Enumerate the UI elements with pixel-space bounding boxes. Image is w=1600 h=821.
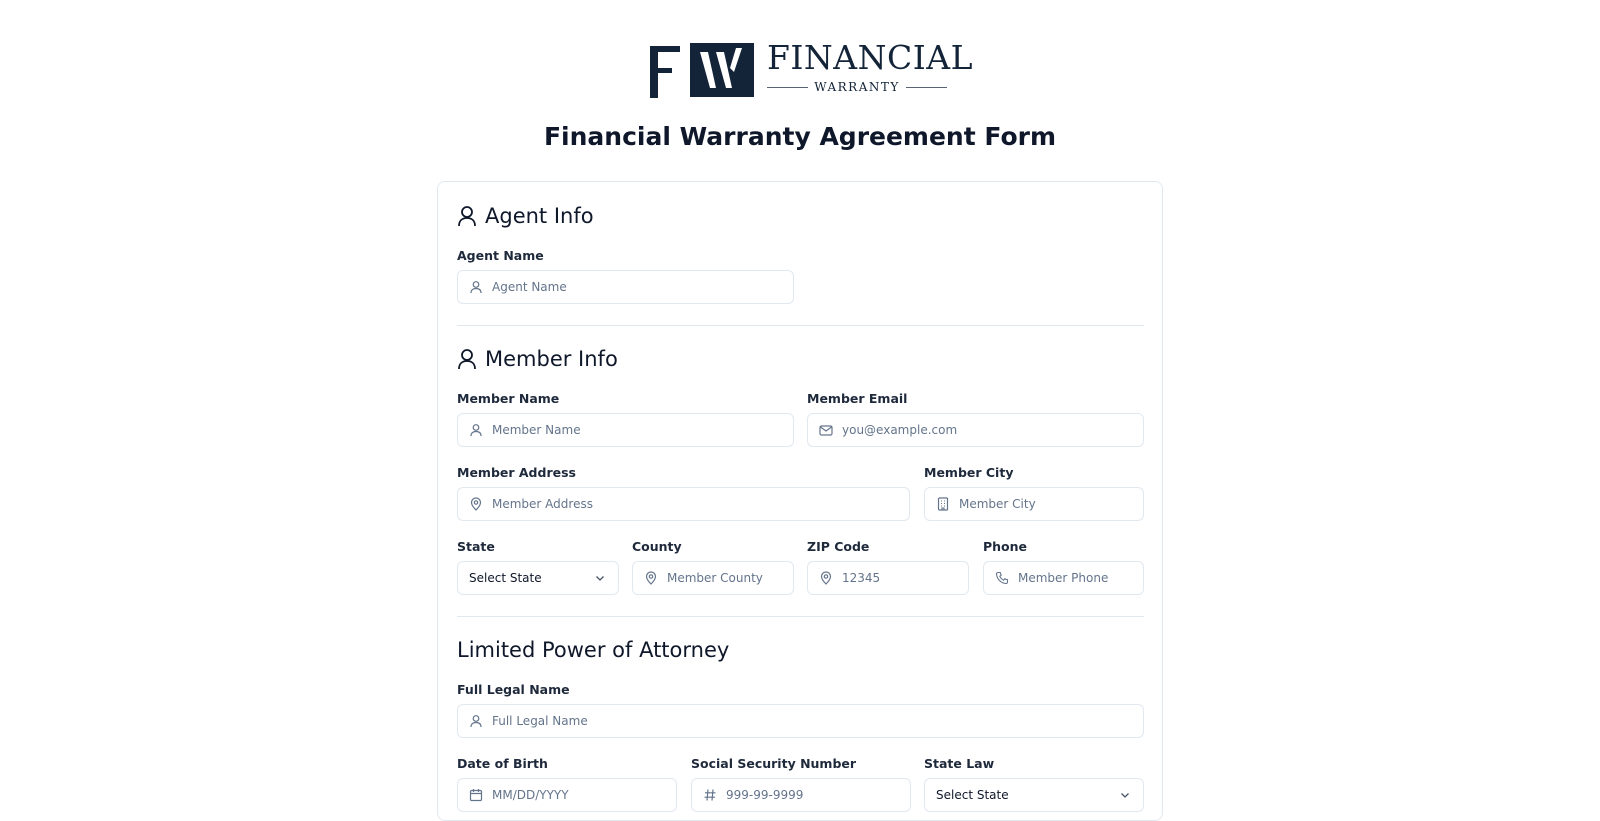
phone-input[interactable] [1018, 571, 1137, 585]
full-legal-name-input[interactable] [492, 714, 1137, 728]
map-pin-icon [819, 571, 833, 585]
poa-section-title: Limited Power of Attorney [457, 638, 730, 662]
ssn-field[interactable] [691, 778, 911, 812]
fw-logo-mark [650, 42, 755, 98]
logo-wordmark: FINANCIAL [767, 38, 974, 77]
member-name-input[interactable] [492, 423, 787, 437]
member-city-input[interactable] [959, 497, 1137, 511]
state-label: State [457, 539, 495, 554]
member-info-section-title [457, 347, 618, 371]
full-legal-name-label: Full Legal Name [457, 682, 570, 697]
member-name-label: Member Name [457, 391, 560, 406]
member-email-label: Member Email [807, 391, 908, 406]
zip-code-field[interactable] [807, 561, 969, 595]
state-law-label: State Law [924, 756, 995, 771]
state-select[interactable] [457, 561, 619, 595]
user-icon [469, 714, 483, 728]
user-icon [469, 423, 483, 437]
section-divider [457, 325, 1144, 326]
member-email-input[interactable] [842, 423, 1137, 437]
logo-subtitle-row [767, 80, 947, 94]
phone-label: Phone [983, 539, 1028, 554]
ssn-label: Social Security Number [691, 756, 857, 771]
agreement-form-card [437, 181, 1163, 821]
county-label: County [632, 539, 682, 554]
logo-rule-left [767, 87, 808, 88]
zip-code-input[interactable] [842, 571, 962, 585]
phone-field[interactable] [983, 561, 1144, 595]
full-legal-name-field[interactable] [457, 704, 1144, 738]
calendar-icon [469, 788, 483, 802]
agent-name-input[interactable] [492, 280, 787, 294]
member-address-label: Member Address [457, 465, 576, 480]
agent-info-title-text: Agent Info [485, 204, 594, 228]
agent-name-field[interactable] [457, 270, 794, 304]
mail-icon [819, 423, 833, 437]
page-title: Financial Warranty Agreement Form [543, 122, 1057, 151]
chevron-down-icon [594, 572, 606, 584]
state-select-value: Select State [469, 571, 542, 585]
user-icon [469, 280, 483, 294]
logo-rule-right [906, 87, 947, 88]
date-of-birth-input[interactable] [492, 788, 670, 802]
county-field[interactable] [632, 561, 794, 595]
agent-name-label: Agent Name [457, 248, 544, 263]
member-city-label: Member City [924, 465, 1014, 480]
map-pin-icon [644, 571, 658, 585]
date-of-birth-field[interactable] [457, 778, 677, 812]
member-city-field[interactable] [924, 487, 1144, 521]
member-email-field[interactable] [807, 413, 1144, 447]
logo-subtitle: WARRANTY [814, 80, 900, 94]
chevron-down-icon [1119, 789, 1131, 801]
map-pin-icon [469, 497, 483, 511]
state-law-select-value: Select State [936, 788, 1009, 802]
zip-code-label: ZIP Code [807, 539, 870, 554]
user-icon [457, 205, 477, 227]
member-address-field[interactable] [457, 487, 910, 521]
state-law-select[interactable] [924, 778, 1144, 812]
ssn-input[interactable] [726, 788, 904, 802]
phone-icon [995, 571, 1009, 585]
date-of-birth-label: Date of Birth [457, 756, 548, 771]
building-icon [936, 497, 950, 511]
hash-icon [703, 788, 717, 802]
member-info-title-text: Member Info [485, 347, 618, 371]
section-divider [457, 616, 1144, 617]
agent-info-section-title [457, 204, 594, 228]
member-address-input[interactable] [492, 497, 903, 511]
member-name-field[interactable] [457, 413, 794, 447]
county-input[interactable] [667, 571, 787, 585]
user-icon [457, 348, 477, 370]
financial-warranty-logo [650, 38, 974, 98]
